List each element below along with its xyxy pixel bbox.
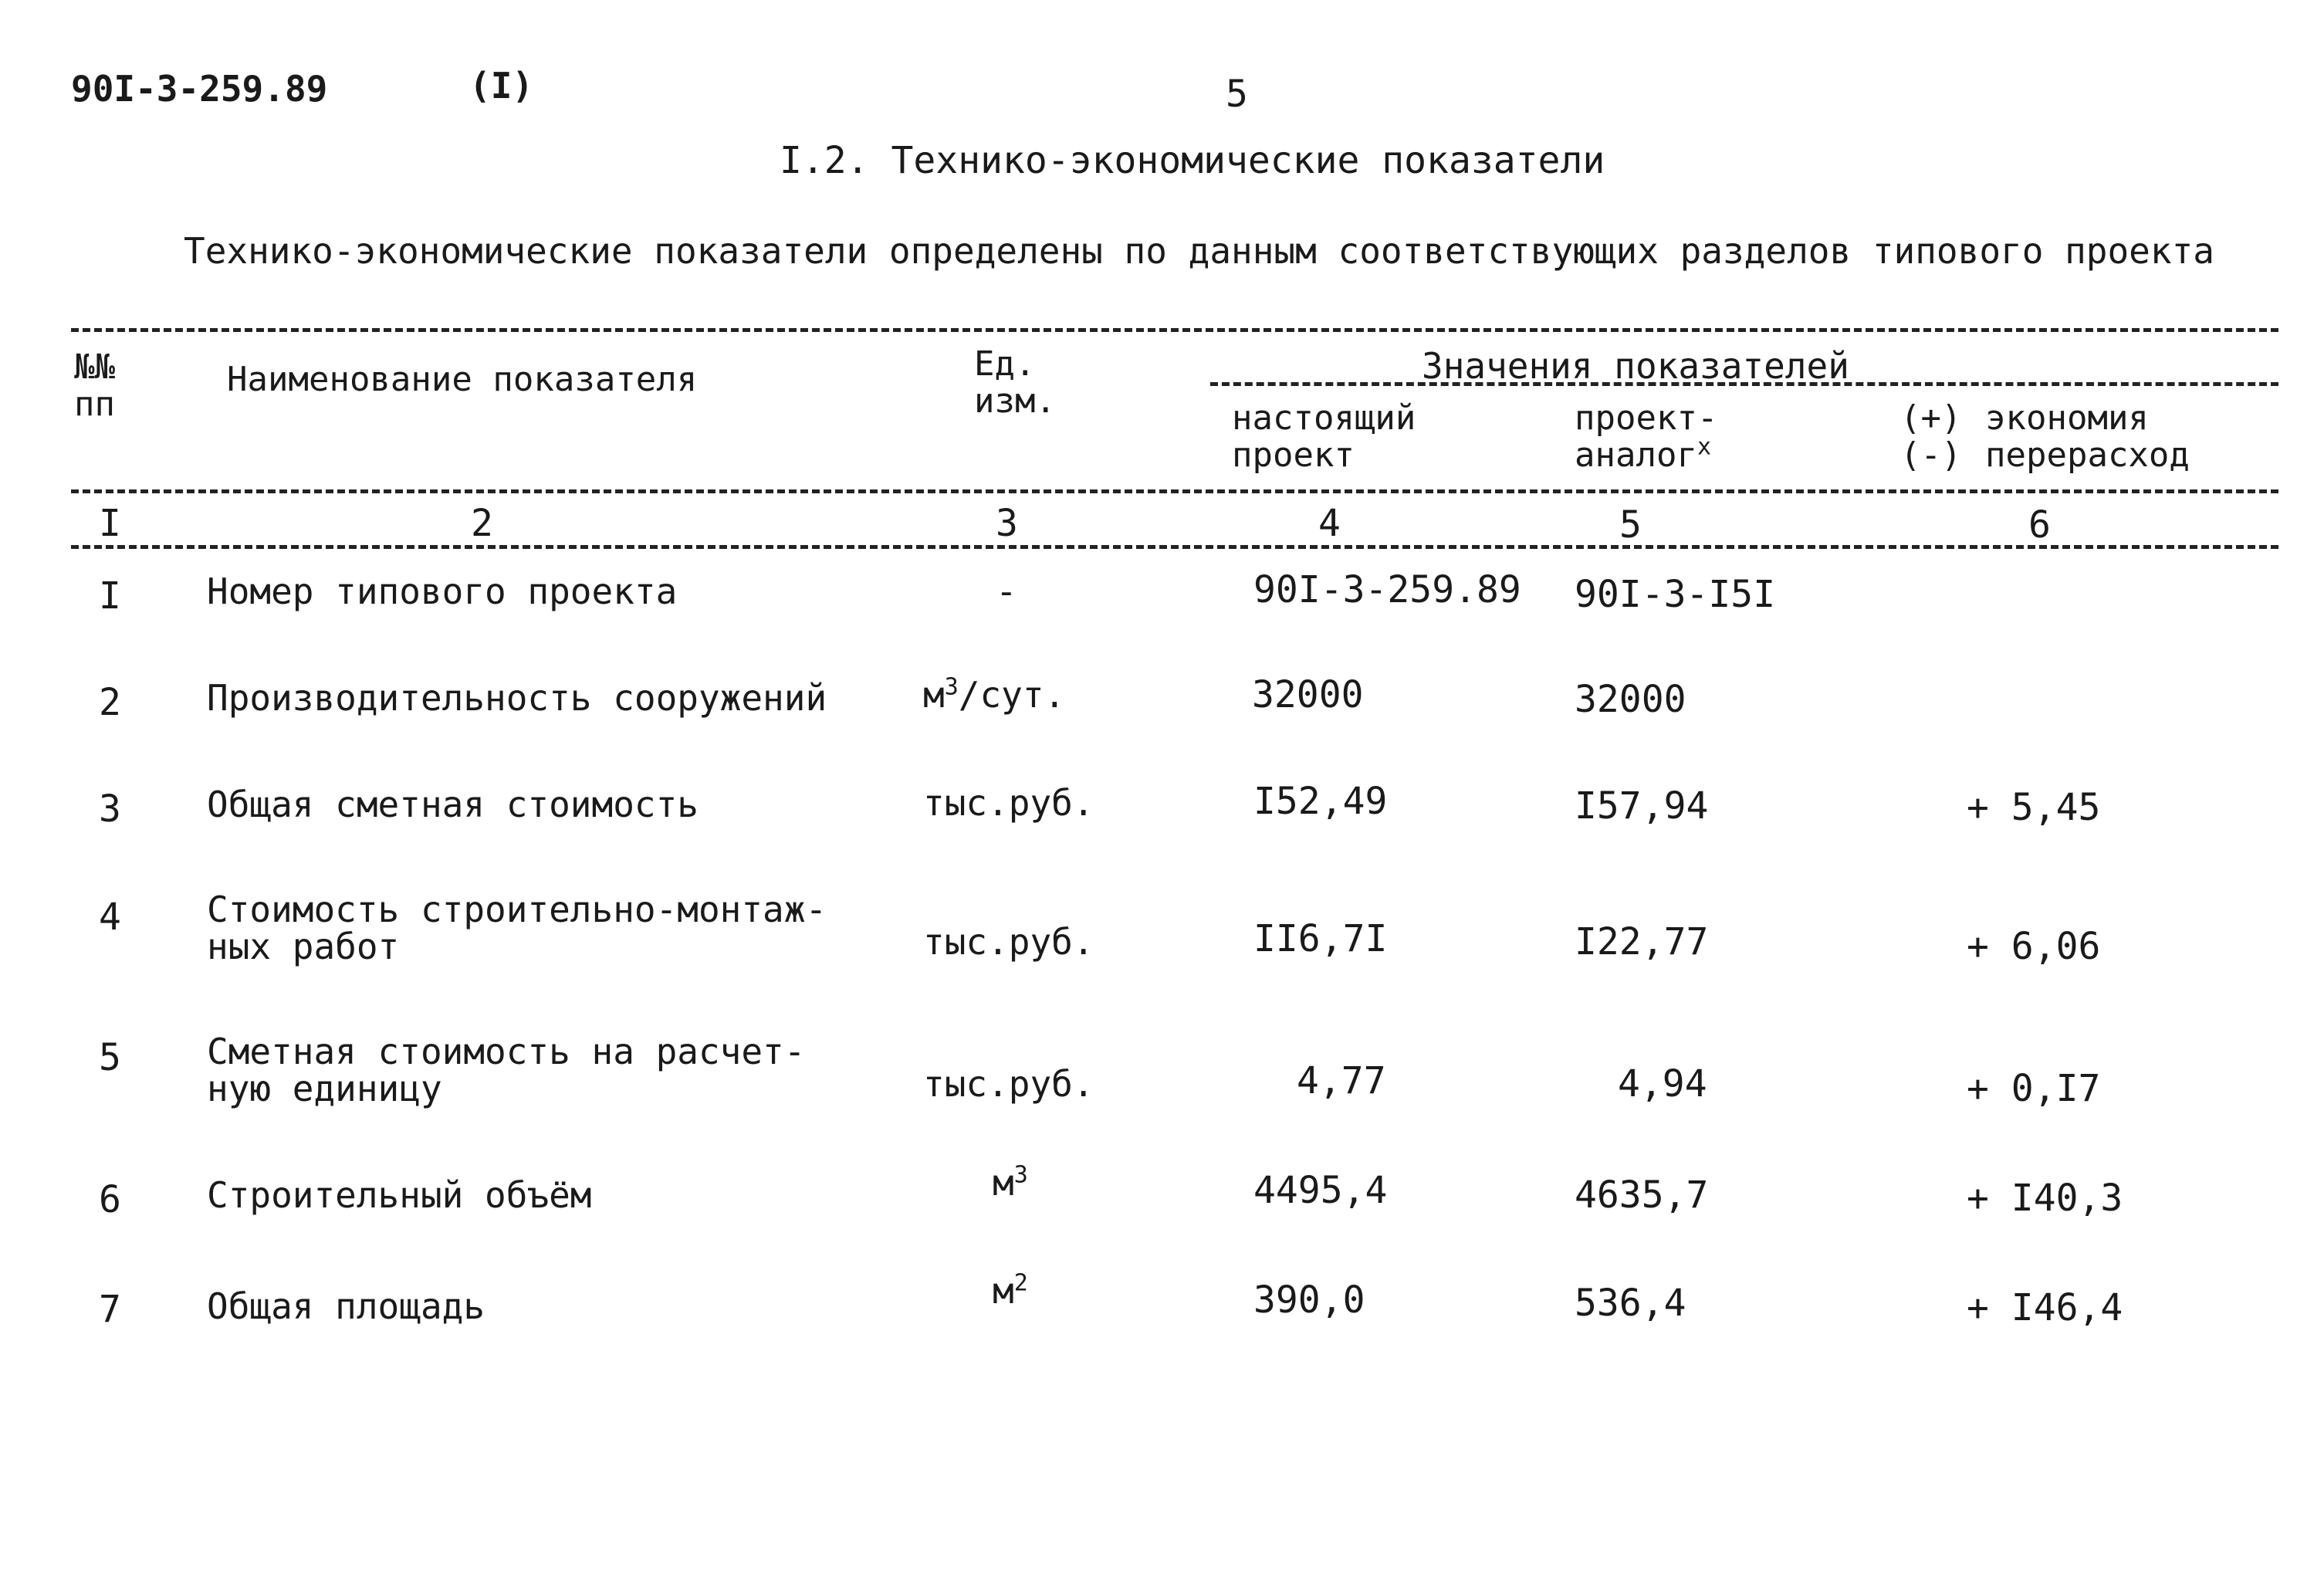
- page-number: 5: [1226, 73, 1248, 116]
- table-row-6-name: Строительный объём: [207, 1174, 592, 1216]
- table-row-2-current: 32000: [1252, 673, 1364, 716]
- table-row-7-name: Общая площадь: [207, 1285, 485, 1327]
- table-row-5-number: 5: [99, 1036, 121, 1079]
- table-row-5-analog: 4,94: [1618, 1062, 1707, 1106]
- table-row-1-analog: 90I-3-I5I: [1575, 573, 1776, 616]
- table-row-6-analog: 4635,7: [1575, 1173, 1709, 1217]
- table-row-3-number: 3: [99, 787, 121, 831]
- table-row-5-unit: тыс.руб.: [923, 1063, 1094, 1105]
- table-row-5-current: 4,77: [1297, 1059, 1386, 1102]
- column-header-difference: экономия перерасход: [1985, 398, 2190, 475]
- table-row-6-difference: + I40,3: [1967, 1177, 2123, 1220]
- table-row-3-name: Общая сметная стоимость: [207, 784, 699, 825]
- header-bottom-rule: [71, 489, 2278, 493]
- table-row-3-unit: тыс.руб.: [923, 782, 1094, 824]
- table-row-7-analog: 536,4: [1575, 1282, 1686, 1325]
- column-header-current-project: настоящий проект: [1232, 398, 1416, 475]
- section-title: I.2. Технико-экономические показатели: [780, 139, 1605, 182]
- table-row-6-number: 6: [99, 1178, 121, 1221]
- table-row-4-analog: I22,77: [1575, 920, 1709, 963]
- column-number-6: 6: [2028, 503, 2051, 547]
- table-row-2-number: 2: [99, 681, 121, 724]
- table-row-1-name: Номер типового проекта: [207, 571, 678, 612]
- table-row-7-unit: $м^2$: [993, 1269, 1028, 1312]
- table-row-5-name: Сметная стоимость на расчет- ную единицу: [207, 1031, 806, 1109]
- column-header-analog-project: проект- аналог$^x$: [1575, 398, 1718, 475]
- table-row-3-analog: I57,94: [1575, 784, 1709, 828]
- column-header-number: №№ пп: [74, 347, 115, 424]
- document-code: 90I-3-259.89: [71, 68, 328, 110]
- table-top-rule: [71, 328, 2278, 332]
- table-row-2-analog: 32000: [1575, 678, 1686, 721]
- table-row-7-difference: + I46,4: [1967, 1286, 2123, 1329]
- table-row-6-current: 4495,4: [1253, 1169, 1388, 1212]
- column-header-unit: Ед. изм.: [974, 344, 1056, 421]
- intro-text: Технико-экономические показатели определены по данным соответствующих разделов типового проекта: [184, 230, 2214, 272]
- table-row-1-unit: -: [996, 571, 1017, 612]
- column-header-values-group: Значения показателей: [1422, 345, 1849, 387]
- column-number-2: 2: [471, 502, 493, 545]
- table-row-4-unit: тыс.руб.: [923, 921, 1094, 963]
- table-row-2-unit: $м^3$/сут.: [923, 673, 1066, 716]
- column-numbers-rule: [71, 545, 2278, 549]
- table-row-1-current: 90I-3-259.89: [1253, 568, 1521, 611]
- table-row-4-name: Стоимость строительно-монтаж- ных работ: [207, 889, 827, 967]
- table-row-6-unit: $м^3$: [993, 1161, 1028, 1204]
- table-row-4-current: II6,7I: [1253, 917, 1388, 960]
- table-row-2-name: Производительность сооружений: [207, 677, 827, 719]
- column-header-difference-sign: (+) (-): [1900, 398, 1962, 475]
- column-header-name: Наименование показателя: [227, 360, 698, 399]
- table-row-4-number: 4: [99, 896, 121, 939]
- table-row-3-difference: + 5,45: [1967, 786, 2101, 829]
- footnote-mark: x: [1696, 433, 1712, 461]
- column-number-5: 5: [1619, 503, 1642, 547]
- column-number-1: I: [99, 502, 121, 545]
- document-part: (I): [469, 65, 534, 107]
- table-row-7-number: 7: [99, 1288, 121, 1331]
- table-row-4-difference: + 6,06: [1967, 925, 2101, 968]
- table-row-5-difference: + 0,I7: [1967, 1067, 2101, 1110]
- table-row-3-current: I52,49: [1253, 780, 1388, 823]
- table-row-7-current: 390,0: [1253, 1278, 1365, 1322]
- column-number-4: 4: [1318, 502, 1341, 545]
- table-row-1-number: I: [99, 574, 121, 618]
- column-number-3: 3: [996, 502, 1018, 545]
